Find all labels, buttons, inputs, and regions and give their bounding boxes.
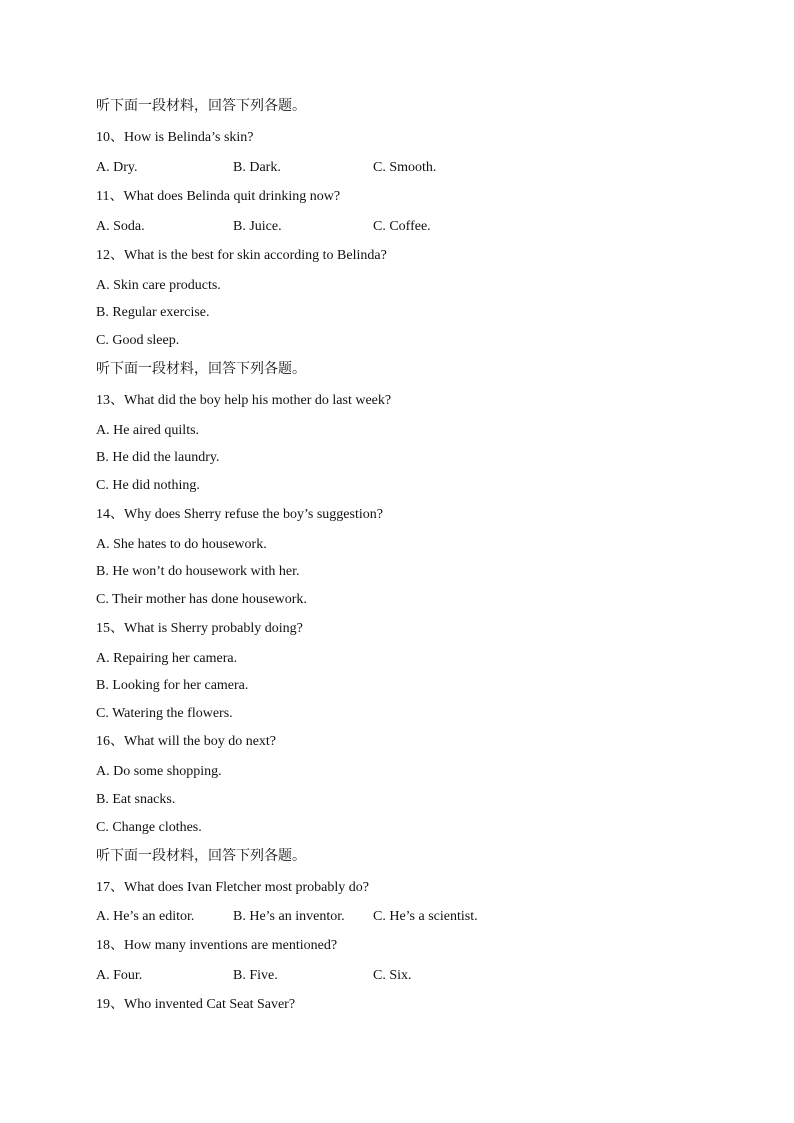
section-header: 听下面一段材料，回答下列各题。 [96, 848, 306, 864]
question-18-option-a: A. Four. [96, 968, 143, 983]
section-header: 听下面一段材料，回答下列各题。 [96, 98, 306, 114]
question-14-option-b: B. He won’t do housework with her. [96, 564, 300, 579]
question-12-stem: 12、What is the best for skin according to Belinda? [96, 248, 387, 263]
section-header: 听下面一段材料，回答下列各题。 [96, 361, 306, 377]
question-18-option-b: B. Five. [233, 968, 278, 983]
question-18-options [96, 967, 596, 985]
question-11-option-c: C. Coffee. [373, 219, 431, 234]
question-15-option-a: A. Repairing her camera. [96, 651, 238, 666]
question-11-options [96, 218, 596, 236]
question-17-option-c: C. He’s a scientist. [373, 909, 478, 924]
question-14-stem: 14、Why does Sherry refuse the boy’s suggestion? [96, 507, 383, 522]
question-10-option-b: B. Dark. [233, 160, 281, 175]
question-15-option-b: B. Looking for her camera. [96, 678, 249, 693]
question-11-option-a: A. Soda. [96, 219, 145, 234]
question-13-option-b: B. He did the laundry. [96, 450, 220, 465]
question-17-option-a: A. He’s an editor. [96, 909, 195, 924]
question-17-stem: 17、What does Ivan Fletcher most probably do? [96, 880, 369, 895]
question-18-option-c: C. Six. [373, 968, 412, 983]
question-11-option-b: B. Juice. [233, 219, 282, 234]
question-13-option-a: A. He aired quilts. [96, 423, 200, 438]
question-16-option-b: B. Eat snacks. [96, 792, 176, 807]
question-10-options [96, 159, 596, 177]
question-12-option-a: A. Skin care products. [96, 278, 221, 293]
question-12-option-b: B. Regular exercise. [96, 305, 210, 320]
question-12-option-c: C. Good sleep. [96, 333, 180, 348]
question-13-option-c: C. He did nothing. [96, 478, 200, 493]
question-10-stem: 10、How is Belinda’s skin? [96, 130, 254, 145]
question-14-option-c: C. Their mother has done housework. [96, 592, 307, 607]
question-16-stem: 16、What will the boy do next? [96, 734, 277, 749]
question-19-stem: 19、Who invented Cat Seat Saver? [96, 997, 296, 1012]
question-10-option-c: C. Smooth. [373, 160, 437, 175]
question-14-option-a: A. She hates to do housework. [96, 537, 267, 552]
question-18-stem: 18、How many inventions are mentioned? [96, 938, 338, 953]
question-17-option-b: B. He’s an inventor. [233, 909, 345, 924]
question-16-option-a: A. Do some shopping. [96, 764, 222, 779]
question-13-stem: 13、What did the boy help his mother do last week? [96, 393, 392, 408]
question-15-option-c: C. Watering the flowers. [96, 706, 233, 721]
question-17-options [96, 908, 596, 926]
question-15-stem: 15、What is Sherry probably doing? [96, 621, 303, 636]
question-11-stem: 11、What does Belinda quit drinking now? [96, 189, 341, 204]
question-16-option-c: C. Change clothes. [96, 820, 202, 835]
question-10-option-a: A. Dry. [96, 160, 138, 175]
